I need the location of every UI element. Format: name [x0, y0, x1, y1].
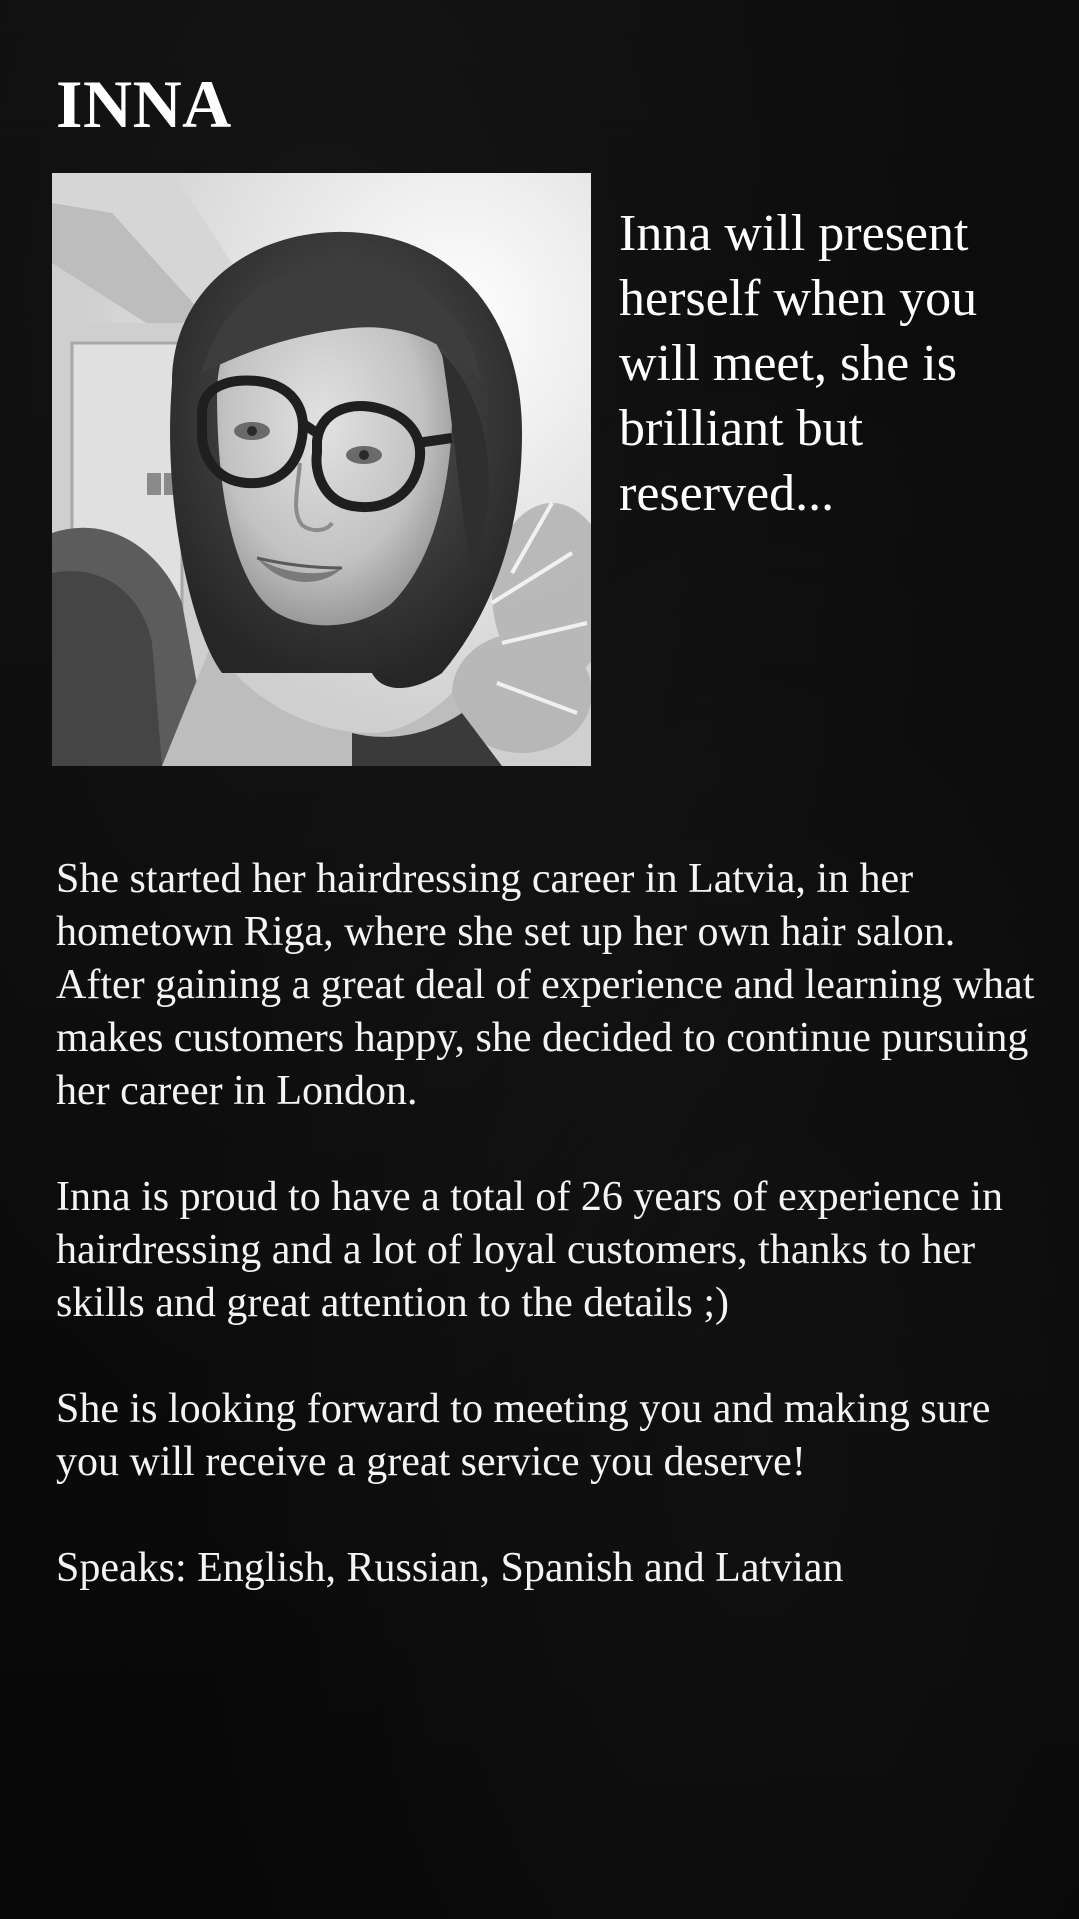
languages-text: Speaks: English, Russian, Spanish and Latvian — [56, 1545, 844, 1591]
bio-paragraph-career: She started her hairdressing career in Latvia, in her hometown Riga, where she set up her own hair salon. After gaining a great deal of experience and learning what makes customers happy, she decided to continue pursuing her career in London. — [56, 856, 1035, 1114]
page-title: INNA — [56, 66, 232, 142]
bio-section — [56, 853, 1046, 1595]
bio-paragraph-service: She is looking forward to meeting you and making sure you will receive a great service you deserve! — [56, 1386, 991, 1485]
bio-paragraph-experience: Inna is proud to have a total of 26 years of experience in hairdressing and a lot of loyal customers, thanks to her skills and great attention to the details ;) — [56, 1174, 1003, 1326]
portrait-photo — [52, 173, 591, 766]
intro-text: Inna will present herself when you will meet, she is brilliant but reserved... — [619, 205, 978, 522]
